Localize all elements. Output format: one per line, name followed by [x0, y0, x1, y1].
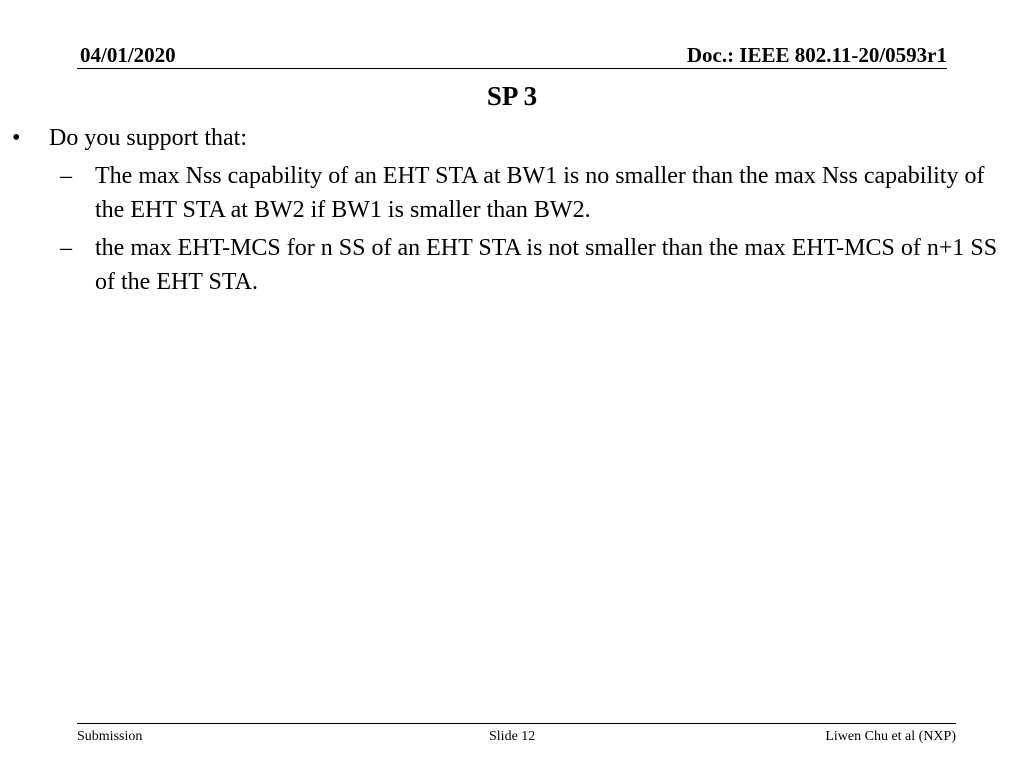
- sub-bullet-text: the max EHT-MCS for n SS of an EHT STA is not smaller than the max EHT-MCS of n+1 SS of the EHT STA.: [95, 235, 998, 295]
- bullet-icon: •: [12, 125, 21, 151]
- slide-number: Slide 12: [489, 729, 536, 744]
- sub-bullet-item: [0, 159, 1024, 227]
- bullet-item: [0, 121, 1024, 155]
- slide-body: [0, 121, 1024, 299]
- sub-bullet-text: The max Nss capability of an EHT STA at BW1 is no smaller than the max Nss capability of the EHT STA at BW2 if BW1 is smaller than BW2.: [95, 163, 985, 223]
- dash-icon: –: [60, 235, 72, 261]
- dash-icon: –: [60, 163, 72, 189]
- header-document-id: Doc.: IEEE 802.11-20/0593r1: [686, 43, 947, 67]
- slide-title: SP 3: [486, 81, 538, 111]
- header-divider: [77, 68, 947, 69]
- footer-divider: [77, 723, 956, 724]
- bullet-text: Do you support that:: [49, 125, 247, 151]
- sub-bullet-item: [0, 231, 1024, 299]
- footer-submission: Submission: [77, 729, 143, 744]
- header-date: 04/01/2020: [80, 43, 176, 67]
- footer-author: Liwen Chu et al (NXP): [825, 729, 956, 744]
